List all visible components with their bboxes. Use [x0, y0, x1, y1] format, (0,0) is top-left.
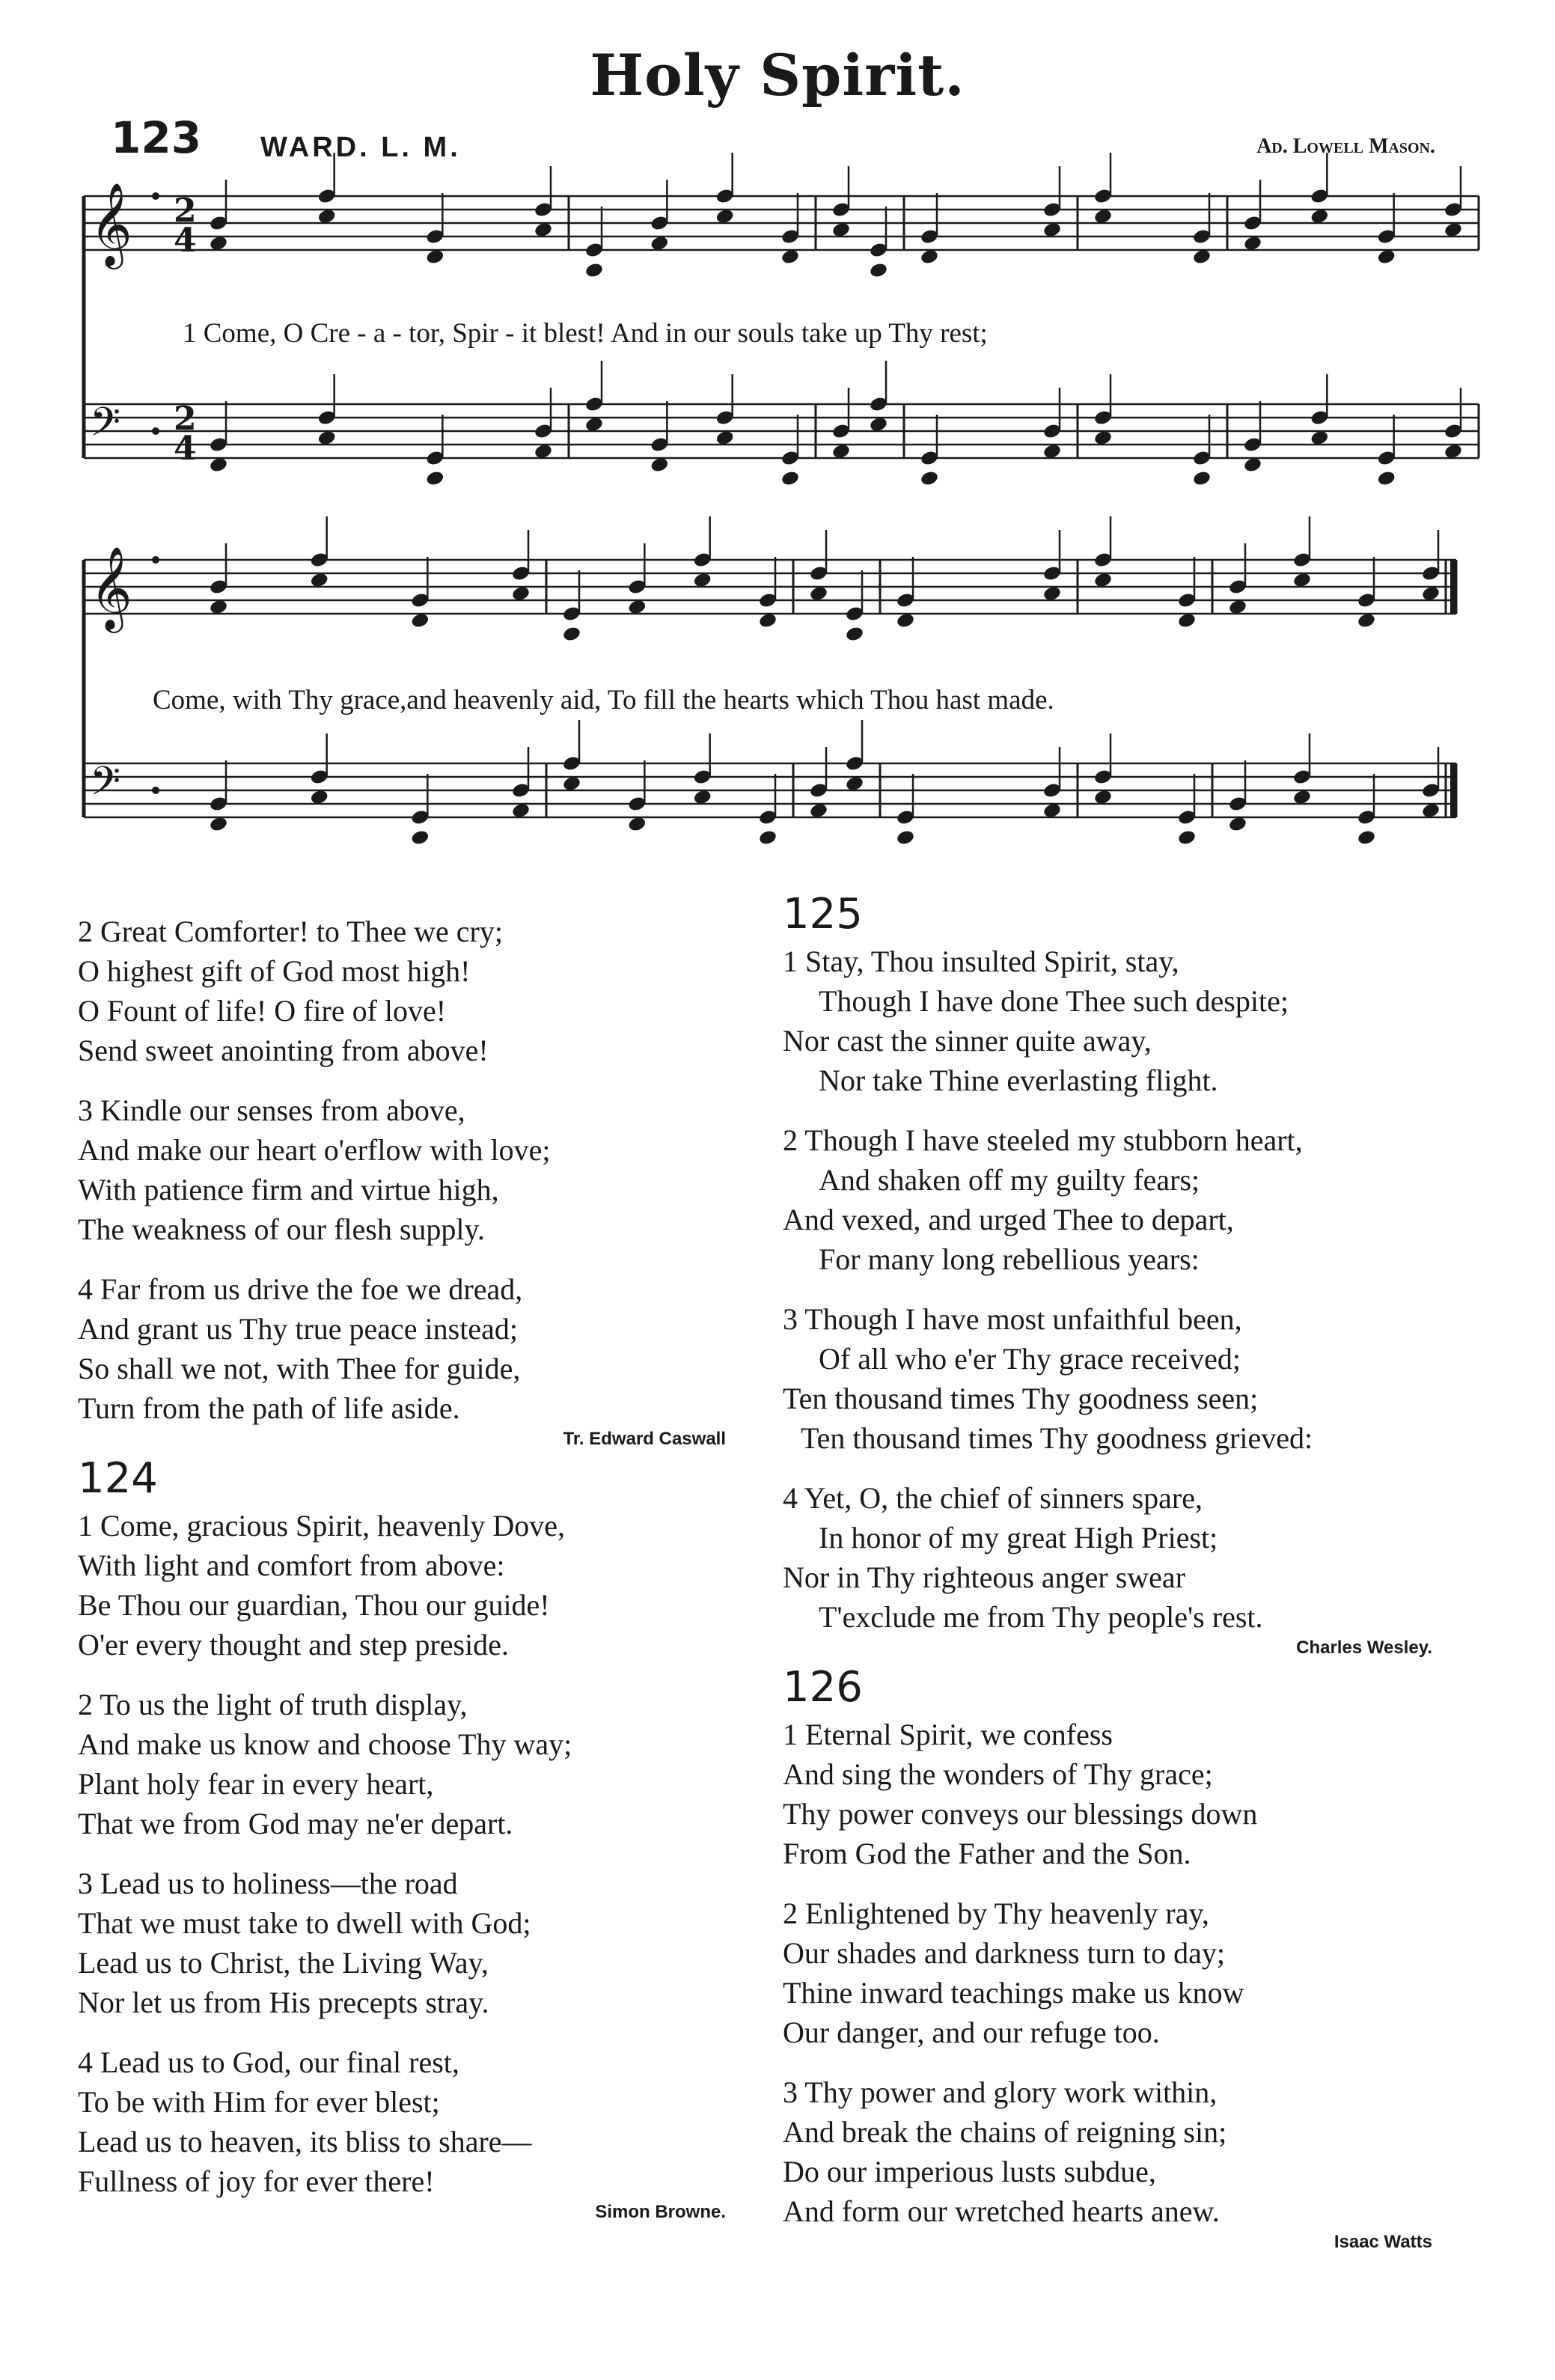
treble-clef-icon: 𝄞	[90, 546, 132, 629]
flat-sign	[152, 556, 159, 564]
verse-line: That we must take to dwell with God;	[78, 1906, 531, 1940]
verse-line: 2 Enlightened by Thy heavenly ray,	[783, 1897, 1209, 1930]
author-credit: Tr. Edward Caswall	[563, 1429, 726, 1449]
lyric-line-1: 1 Come, O Cre - a - tor, Spir - it blest! And in our souls take up Thy rest;	[183, 318, 988, 349]
hymn124-stanza-3	[78, 1864, 751, 2022]
verse-line: 4 Lead us to God, our final rest,	[78, 2045, 459, 2079]
lyric-line-2: Come, with Thy grace,and heavenly aid, To fill the hearts which Thou hast made.	[153, 685, 1054, 715]
verse-line: Lead us to heaven, its bliss to share—	[78, 2125, 532, 2158]
author-credit: Isaac Watts	[1333, 2232, 1432, 2252]
verse-line: Do our imperious lusts subdue,	[783, 2155, 1156, 2188]
hymn125-stanza-2	[783, 1120, 1486, 1279]
verse-line: With light and comfort from above:	[78, 1548, 505, 1582]
hymn123-stanza-2	[78, 912, 751, 1070]
page-title: Holy Spirit.	[590, 42, 965, 109]
verse-line: Plant holy fear in every heart,	[78, 1767, 434, 1801]
verse-line: 3 Kindle our senses from above,	[78, 1093, 465, 1127]
note-head	[758, 829, 778, 846]
music-notation	[0, 0, 1555, 861]
verse-line: That we from God may ne'er depart.	[78, 1807, 513, 1840]
note-head	[920, 470, 939, 487]
verse-line: Nor in Thy righteous anger swear	[783, 1560, 1186, 1594]
hymn126-stanza-2	[783, 1894, 1486, 2052]
verse-line: Our shades and darkness turn to day;	[783, 1936, 1225, 1970]
note-head	[1357, 829, 1376, 846]
hymn123-stanza-4	[78, 1269, 751, 1428]
verse-line: And vexed, and urged Thee to depart,	[783, 1203, 1234, 1236]
verse-line: Nor let us from His precepts stray.	[78, 1986, 489, 2019]
verse-line: And break the chains of reigning sin;	[783, 2115, 1227, 2149]
verse-line: T'exclude me from Thy people's rest.	[819, 1600, 1263, 1634]
verse-line: 4 Far from us drive the foe we dread,	[78, 1272, 523, 1306]
note-head	[845, 626, 864, 643]
verse-line: 1 Stay, Thou insulted Spirit, stay,	[783, 945, 1179, 978]
time-signature: 2	[174, 192, 197, 230]
verse-line: Though I have done Thee such despite;	[819, 984, 1289, 1018]
flat-sign	[152, 427, 159, 435]
note-head	[425, 470, 444, 487]
right-column	[783, 886, 1486, 2254]
verse-line: O Fount of life! O fire of love!	[78, 994, 447, 1028]
note-head	[584, 262, 604, 279]
verse-line: 4 Yet, O, the chief of sinners spare,	[783, 1481, 1203, 1515]
verse-line: And sing the wonders of Thy grace;	[783, 1757, 1213, 1791]
verse-line: And shaken off my guilty fears;	[819, 1163, 1200, 1197]
verse-line: Ten thousand times Thy goodness grieved:	[801, 1421, 1313, 1455]
verse-line: 1 Come, gracious Spirit, heavenly Dove,	[78, 1509, 565, 1543]
note-head	[869, 262, 888, 279]
verse-line: O highest gift of God most high!	[78, 954, 471, 988]
verse-line: So shall we not, with Thee for guide,	[78, 1352, 521, 1385]
final-bar	[1450, 560, 1456, 614]
hymn123-stanza-3	[78, 1090, 751, 1249]
verse-line: And grant us Thy true peace instead;	[78, 1312, 518, 1346]
hymn124-stanza-1	[78, 1506, 751, 1665]
final-bar	[1450, 763, 1456, 817]
verse-line: Thy power conveys our blessings down	[783, 1797, 1258, 1831]
note-head	[780, 470, 800, 487]
author-credit: Simon Browne.	[595, 2202, 726, 2222]
flat-sign	[152, 787, 159, 794]
hymn-number-124: 124	[78, 1454, 158, 1503]
verse-line: To be with Him for ever blest;	[78, 2085, 440, 2119]
flat-sign	[152, 192, 159, 200]
time-signature: 4	[174, 430, 197, 468]
verse-line: O'er every thought and step preside.	[78, 1628, 509, 1662]
verse-line: Be Thou our guardian, Thou our guide!	[78, 1588, 550, 1622]
hymn126-stanza-1	[783, 1715, 1486, 1873]
verse-line: And make us know and choose Thy way;	[78, 1727, 572, 1761]
hymn125-stanza-4	[783, 1478, 1486, 1637]
verse-line: 2 Though I have steeled my stubborn heart,	[783, 1123, 1303, 1157]
verse-line: Our danger, and our refuge too.	[783, 2016, 1160, 2049]
hymn-number-125: 125	[783, 890, 863, 939]
verse-line: Ten thousand times Thy goodness seen;	[783, 1382, 1259, 1415]
composer-credit: Ad. Lowell Mason.	[1256, 135, 1435, 158]
time-signature: 2	[174, 400, 197, 438]
verse-line: The weakness of our flesh supply.	[78, 1212, 485, 1246]
tune-name: WARD. L. M.	[260, 132, 461, 163]
verse-line: 2 To us the light of truth display,	[78, 1688, 468, 1721]
note-head	[1192, 470, 1212, 487]
author-credit: Charles Wesley.	[1296, 1638, 1432, 1658]
hymn125-stanza-1	[783, 942, 1486, 1100]
verse-line: From God the Father and the Son.	[783, 1837, 1191, 1870]
hymn125-stanza-3	[783, 1299, 1486, 1458]
verse-line: Send sweet anointing from above!	[78, 1034, 489, 1067]
hymn-number-123: 123	[111, 112, 202, 163]
note-head	[562, 626, 581, 643]
hymn124-stanza-2	[78, 1685, 751, 1843]
verse-line: In honor of my great High Priest;	[819, 1521, 1218, 1554]
hymn-number-126: 126	[783, 1663, 863, 1712]
verse-line: Of all who e'er Thy grace received;	[819, 1342, 1241, 1376]
verse-line: For many long rebellious years:	[819, 1242, 1200, 1276]
hymn124-stanza-4	[78, 2042, 751, 2201]
note-head	[1377, 470, 1396, 487]
treble-clef-icon: 𝄞	[90, 182, 132, 266]
bass-clef-icon: 𝄢	[90, 400, 121, 455]
hymn126-stanza-3	[783, 2072, 1486, 2231]
verse-line: Thine inward teachings make us know	[783, 1976, 1244, 2010]
verse-line: 3 Though I have most unfaithful been,	[783, 1302, 1242, 1336]
left-column	[78, 912, 751, 2224]
bass-clef-icon: 𝄢	[90, 759, 121, 814]
verse-line: Turn from the path of life aside.	[78, 1391, 460, 1425]
verse-line: 3 Lead us to holiness—the road	[78, 1867, 458, 1900]
time-signature: 4	[174, 222, 197, 260]
verse-line: Nor cast the sinner quite away,	[783, 1024, 1152, 1058]
verse-line: Lead us to Christ, the Living Way,	[78, 1946, 489, 1980]
note-head	[410, 829, 430, 846]
verse-line: 3 Thy power and glory work within,	[783, 2075, 1218, 2109]
verse-line: And form our wretched hearts anew.	[783, 2194, 1220, 2228]
verse-line: Fullness of joy for ever there!	[78, 2164, 435, 2198]
note-head	[896, 829, 915, 846]
verse-line: And make our heart o'erflow with love;	[78, 1133, 551, 1167]
verse-line: 1 Eternal Spirit, we confess	[783, 1718, 1113, 1751]
verse-line: 2 Great Comforter! to Thee we cry;	[78, 915, 503, 948]
verse-line: With patience firm and virtue high,	[78, 1173, 499, 1206]
note-head	[1177, 829, 1197, 846]
verse-line: Nor take Thine everlasting flight.	[819, 1064, 1218, 1097]
